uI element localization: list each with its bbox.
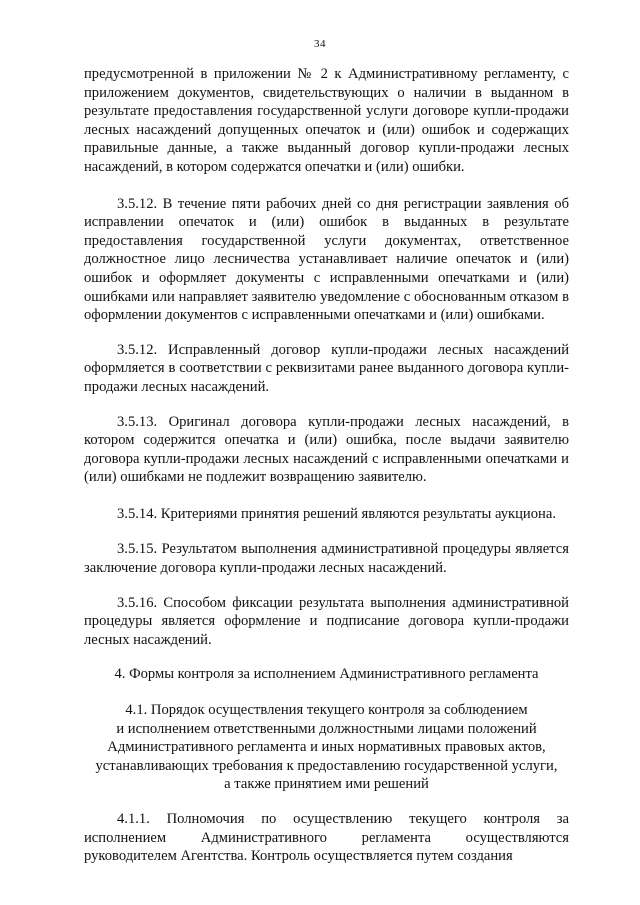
page-number: 34: [314, 38, 326, 50]
subsection-heading: [84, 701, 569, 794]
section-heading: 4. Формы контроля за исполнением Административного регламента: [114, 666, 539, 683]
subsection-heading-line: Административного регламента и иных нормативных правовых актов,: [107, 739, 546, 756]
subsection-heading-line: и исполнением ответственными должностными лицами положений: [116, 720, 537, 737]
paragraph-3-5-16: 3.5.16. Способом фиксации результата выполнения административной процедуры является оформление и подписание договора купли-продажи лесных насаждений.: [84, 594, 569, 648]
paragraph-3-5-14: 3.5.14. Критериями принятия решений являются результаты аукциона.: [117, 505, 556, 522]
document-body: [84, 65, 569, 866]
paragraph-3-5-13: 3.5.13. Оригинал договора купли-продажи лесных насаждений, в котором содержится опечатка и (или) ошибка, после выдачи заявителю договора купли-продажи лесных насаждений с исправленными опечатками и (или) ошибками не подлежит возвращению заявителю.: [84, 413, 569, 486]
paragraph-3-5-12-b: 3.5.12. Исправленный договор купли-продажи лесных насаждений оформляется в соответствии с реквизитами ранее выданного договора купли-продажи лесных насаждений.: [84, 341, 569, 395]
paragraph-continuation: предусмотренной в приложении № 2 к Административному регламенту, с приложением документов, свидетельствующих о наличии в выданном в результате предоставления государственной услуги договоре купли-продажи лесных насаждений допущенных опечаток и (или) ошибок и содержащих правильные данные, а также выданный договор купли-продажи лесных насаждений, в котором содержатся опечатки и (или) ошибки.: [84, 66, 569, 175]
subsection-heading-line: а также принятием ими решений: [224, 776, 429, 793]
paragraph-3-5-15: 3.5.15. Результатом выполнения административной процедуры является заключение договора купли-продажи лесных насаждений.: [84, 541, 569, 577]
paragraph-4-1-1: 4.1.1. Полномочия по осуществлению текущего контроля за исполнением Административного регламента осуществляются руководителем Агентства. Контроль осуществляется путем создания: [84, 811, 569, 865]
subsection-heading-line: устанавливающих требования к предоставлению государственной услуги,: [95, 757, 558, 774]
subsection-heading-line: 4.1. Порядок осуществления текущего контроля за соблюдением: [125, 702, 528, 719]
paragraph-3-5-12-a: 3.5.12. В течение пяти рабочих дней со дня регистрации заявления об исправлении опечаток и (или) ошибок в выданных в результате предоставления государственной услуги документах, ответственное должностное лицо лесничества устанавливает наличие опечаток и (или) ошибок и оформляет документы с исправленными опечатками и (или) ошибками или направляет заявителю уведомление с обоснованным отказом в оформлении документов с исправленными опечатками и (или) ошибками.: [84, 195, 569, 324]
